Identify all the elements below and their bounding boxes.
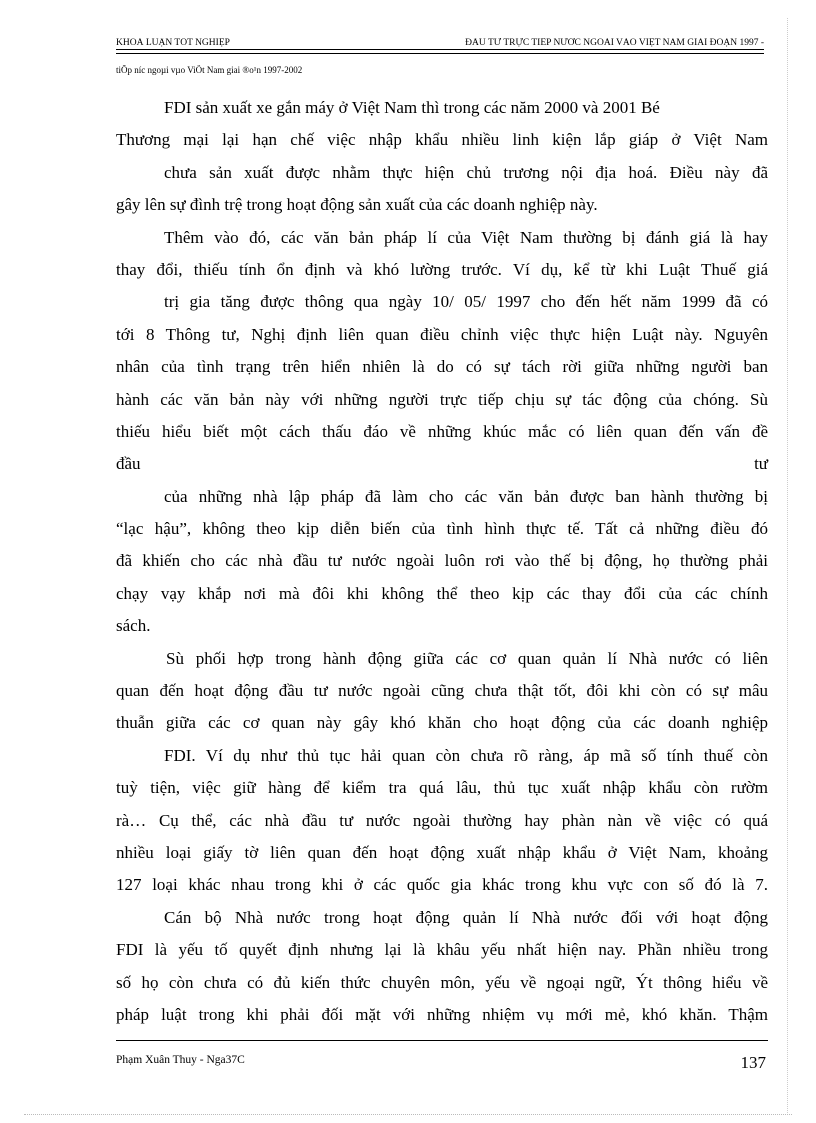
text-line: chưa sản xuất được nhằm thực hiện chủ trương nội địa hoá. Điều này đã [164, 162, 768, 182]
text-line: rà… Cụ thể, các nhà đầu tư nước ngoài thường hay phàn nàn về việc có quá [116, 810, 768, 830]
text-line: hành các văn bản này với những người trực tiếp chịu sự tác động của chóng. Sù [116, 389, 768, 409]
text-line: của những nhà lập pháp đã làm cho các văn bản được ban hành thường bị [164, 486, 768, 506]
text-line: Cán bộ Nhà nước trong hoạt động quản lí Nhà nước đối với hoạt động [164, 907, 768, 927]
page-edge-bottom [24, 1114, 792, 1115]
text-line: “lạc hậu”, không theo kịp diễn biến của tình hình thực tế. Tất cả những điều đó [116, 519, 768, 539]
text-fragment: đầu [116, 454, 141, 474]
text-line: số họ còn chưa có đủ kiến thức chuyên môn, yếu về ngoại ngữ, Ýt thông hiểu về [116, 972, 768, 992]
text-line: FDI sản xuất xe gắn máy ở Việt Nam thì trong các năm 2000 và 2001 Bé [164, 98, 660, 117]
text-line: tới 8 Thông tư, Nghị định liên quan điều chỉnh việc thực hiện Luật này. Nguyên [116, 324, 768, 344]
footer-author: Phạm Xuân Thuy - Nga37C [116, 1054, 245, 1066]
text-line: trị gia tăng được thông qua ngày 10/ 05/ 1997 cho đến hết năm 1999 đã có [164, 292, 768, 312]
text-line: thuẫn giữa các cơ quan này gây khó khăn cho hoạt động của các doanh nghiệp [116, 713, 768, 733]
text-fragment: tư [754, 454, 768, 474]
footer-rule [116, 1040, 768, 1041]
page-edge-right [787, 18, 788, 1113]
text-line: thiếu hiểu biết một cách thấu đáo về những khúc mắc có liên quan đến vấn đề [116, 421, 768, 441]
header-line2-right [719, 53, 764, 54]
text-line: chạy vạy khắp nơi mà đôi khi không thể theo kịp các thay đổi của các chính [116, 583, 768, 603]
text-line: tuỳ tiện, việc giữ hàng để kiểm tra quá lâu, thủ tục xuất nhập khẩu còn rườm [116, 778, 768, 798]
header-line2-mid [254, 53, 487, 54]
text-line: nhiều loại giấy tờ liên quan đến hoạt động xuất nhập khẩu ở Việt Nam, khoảng [116, 842, 768, 862]
text-line: nhân của tình trạng trên hiển nhiên là do có sự tách rời giữa những người ban [116, 357, 768, 377]
text-line: sách. [116, 616, 151, 636]
text-line: Thêm vào đó, các văn bản pháp lí của Việt Nam thường bị đánh giá là hay [164, 227, 768, 247]
text-line: FDI là yếu tố quyết định nhưng lại là khâu yếu nhất hiện nay. Phần nhiều trong [116, 940, 768, 960]
running-header-line-3: tiÕp níc ngoµi vµo ViÖt Nam giai ®o¹n 1997-2002 [116, 65, 303, 75]
text-line: Sù phối hợp trong hành động giữa các cơ quan quản lí Nhà nước có liên [166, 648, 768, 668]
header-right-title: ĐẦU TƯ TRỰC TIẾP NƯỚC NGOÀI VÀO VIỆT NAM GIAI ĐOẠN 1997 - [465, 38, 764, 48]
text-line: đã khiến cho các nhà đầu tư nước ngoài luôn rơi vào thế bị động, họ thường phải [116, 551, 768, 571]
text-line: FDI. Ví dụ như thủ tục hải quan còn chưa rõ ràng, áp mã số tính thuế còn [164, 745, 768, 765]
header-line2-left [116, 53, 135, 54]
text-line: pháp luật trong khi phải đối mặt với những nhiệm vụ mới mẻ, khó khăn. Thậm [116, 1004, 768, 1024]
text-line: gây lên sự đình trệ trong hoạt động sản xuất của các doanh nghiệp này. [116, 195, 598, 215]
text-line: Thương mại lại hạn chế việc nhập khẩu nhiều linh kiện lắp giáp ở Việt Nam [116, 130, 768, 150]
text-line: quan đến hoạt động đầu tư nước ngoài cũng chưa thật tốt, đôi khi còn có sự mâu [116, 681, 768, 701]
running-header [116, 38, 764, 50]
running-header-line-2 [116, 53, 764, 54]
header-left-title: KHOÁ LUẬN TỐT NGHIỆP [116, 38, 230, 48]
page-number: 137 [740, 1053, 766, 1072]
text-line: 127 loại khác nhau trong khi ở các quốc gia khác trong khu vực con số đó là 7. [116, 875, 768, 895]
body-text [116, 92, 768, 1031]
text-line: thay đổi, thiếu tính ổn định và khó lường trước. Ví dụ, kể từ khi Luật Thuế giá [116, 259, 768, 279]
text-line-split [116, 448, 768, 480]
